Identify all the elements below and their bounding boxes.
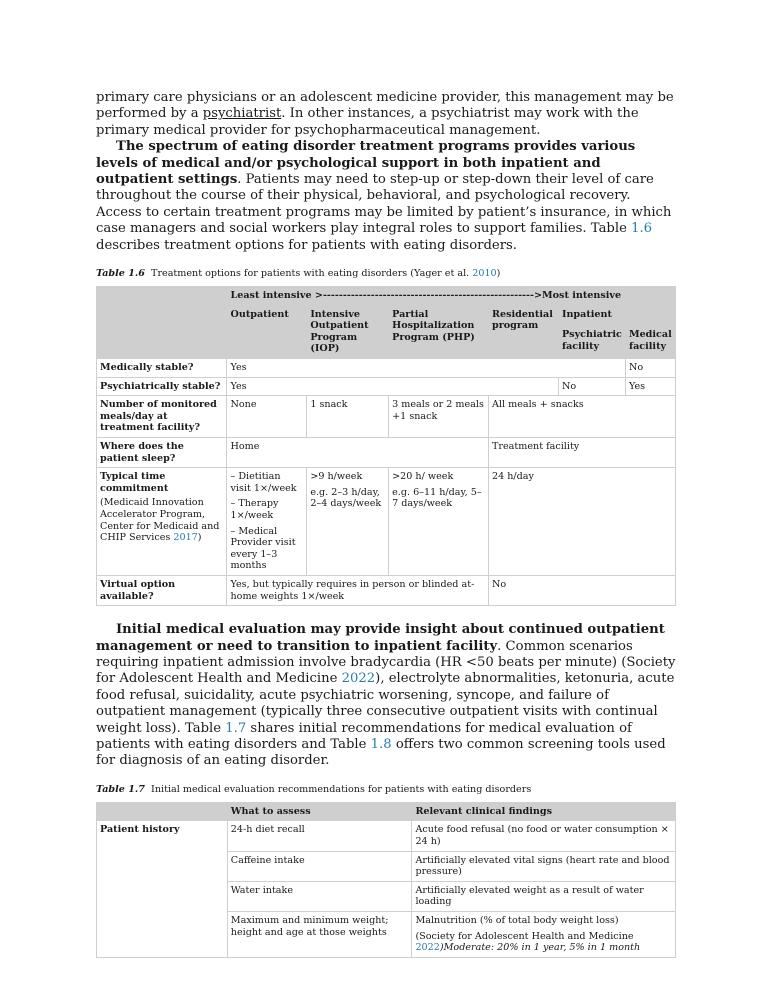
row-label: Virtual option available? bbox=[97, 575, 227, 605]
table-caption bbox=[96, 268, 678, 280]
table-row bbox=[97, 468, 676, 576]
table-row bbox=[97, 575, 676, 605]
table-cell: Treatment facility bbox=[489, 438, 676, 468]
source-end: ) bbox=[197, 532, 202, 544]
table-cell: Water intake bbox=[227, 881, 412, 911]
corner-cell bbox=[97, 287, 227, 359]
table-cell bbox=[307, 468, 389, 576]
table-cell: 1 snack bbox=[307, 396, 389, 438]
cell-line: Malnutrition (% of total body weight loss) bbox=[415, 914, 619, 926]
header-assess: What to assess bbox=[227, 802, 412, 821]
table-caption-text: Treatment options for patients with eating disorders (Yager et al. bbox=[151, 268, 473, 280]
row-label: Number of monitored meals/day at treatment facility? bbox=[97, 396, 227, 438]
table-row bbox=[97, 377, 676, 396]
table-cell: No bbox=[489, 575, 676, 605]
medical-evaluation-table bbox=[96, 802, 676, 958]
spectrum-text-end: describes treatment options for patients with eating disorders. bbox=[96, 237, 517, 253]
psychiatrist-link[interactable]: psychiatrist bbox=[202, 106, 282, 122]
cell-line: e.g. 6–11 h/day, 5–7 days/week bbox=[392, 486, 482, 510]
table-header-row bbox=[97, 802, 676, 821]
header-inpatient: Inpatient bbox=[558, 305, 675, 325]
header-findings: Relevant clinical findings bbox=[412, 802, 676, 821]
table-cell: None bbox=[227, 396, 307, 438]
cell-line: e.g. 2–3 h/day, 2–4 days/week bbox=[310, 486, 382, 510]
row-label bbox=[97, 468, 227, 576]
table-cell: Yes, but typically requires in person or blinded at-home weights 1×/week bbox=[227, 575, 489, 605]
intro-text: primary care physicians or an adolescent medicine provider, this management may be performed by a bbox=[96, 90, 674, 122]
header-medical: Medical facility bbox=[625, 326, 675, 359]
evaluation-paragraph bbox=[96, 622, 678, 770]
table-header-row bbox=[97, 287, 676, 306]
table-cell bbox=[412, 911, 676, 957]
table-cell: Acute food refusal (no food or water consumption × 24 h) bbox=[412, 821, 676, 851]
spectrum-text: . Patients may need to step-up or step-down their level of care throughout the course of their physical, behavioral, and psychological recovery. Access to certain treatment programs may be limited by patient’s insurance, in which case managers and social workers play integral roles to support families. Table bbox=[96, 172, 672, 237]
citation-link[interactable]: 2022 bbox=[415, 942, 440, 954]
page-content bbox=[96, 90, 678, 958]
cell-line: – Dietitian visit 1×/week bbox=[230, 471, 297, 494]
header-psychiatric: Psychiatric facility bbox=[558, 326, 625, 359]
source-text: (Society for Adolescent Health and Medicine bbox=[415, 930, 634, 942]
evaluation-text-end: offers two common screening tools used for diagnosis of an eating disorder. bbox=[96, 736, 666, 769]
table-caption bbox=[96, 784, 678, 796]
header-outpatient: Outpatient bbox=[227, 305, 307, 358]
table-ref-link[interactable]: 1.6 bbox=[631, 221, 653, 237]
intro-paragraph bbox=[96, 90, 678, 139]
cell-line: >9 h/week bbox=[310, 471, 363, 483]
intro-text-end: . In other instances, a psychiatrist may work with the primary medical provider for psychopharmaceutical management. bbox=[96, 106, 639, 138]
table-cell: 24 h/day bbox=[489, 468, 676, 576]
caption-end: ) bbox=[496, 268, 501, 280]
table-cell: Yes bbox=[227, 377, 558, 396]
table-cell: Yes bbox=[227, 359, 625, 378]
table-cell: Artificially elevated vital signs (heart rate and blood pressure) bbox=[412, 851, 676, 881]
row-group-label: Patient history bbox=[97, 821, 228, 957]
evaluation-text: ), electrolyte abnormalities, ketonuria, acute food refusal, suicidality, acute psychiatric worsening, syncope, and failure of outpatient management (typically three consecutive outpatient visits with continual weight loss). Table bbox=[96, 671, 675, 736]
table-cell: 3 meals or 2 meals +1 snack bbox=[389, 396, 489, 438]
header-php: Partial Hospitalization Program (PHP) bbox=[389, 305, 489, 358]
evaluation-lead: Initial medical evaluation may provide insight about continued outpatient management or need to transition to inpatient facility bbox=[96, 622, 665, 654]
table-cell: Yes bbox=[625, 377, 675, 396]
row-label: Psychiatrically stable? bbox=[97, 377, 227, 396]
source-end: )Moderate: 20% in 1 year, 5% in 1 month bbox=[439, 942, 641, 954]
table-row bbox=[97, 438, 676, 468]
row-label: Where does the patient sleep? bbox=[97, 438, 227, 468]
table-row bbox=[97, 396, 676, 438]
citation-link[interactable]: 2017 bbox=[173, 532, 198, 544]
source-text: (Medicaid Innovation Accelerator Program, Center for Medicaid and CHIP Services bbox=[100, 497, 220, 544]
cell-line bbox=[415, 931, 672, 954]
cell-line: – Medical Provider visit every 1–3 months bbox=[230, 525, 296, 572]
row-source bbox=[100, 497, 223, 543]
corner-cell bbox=[97, 802, 228, 821]
treatment-options-table bbox=[96, 286, 676, 606]
table-cell: Home bbox=[227, 438, 489, 468]
header-iop: Intensive Outpatient Program (IOP) bbox=[307, 305, 389, 358]
spectrum-paragraph bbox=[96, 139, 678, 254]
table-cell: No bbox=[558, 377, 625, 396]
table-number: Table 1.7 bbox=[96, 783, 145, 795]
evaluation-text: shares initial recommendations for medical evaluation of patients with eating disorders and Table bbox=[96, 720, 632, 752]
spectrum-lead: The spectrum of eating disorder treatment programs provides various levels of medical and/or psychological support in both inpatient and outpatient settings bbox=[96, 139, 636, 188]
table-row bbox=[97, 821, 676, 851]
citation-link[interactable]: 2022 bbox=[341, 671, 376, 687]
table-cell: All meals + snacks bbox=[489, 396, 676, 438]
table-caption-text: Initial medical evaluation recommendations for patients with eating disorders bbox=[151, 783, 532, 795]
table-cell bbox=[227, 468, 307, 576]
cell-line: – Therapy 1×/week bbox=[230, 498, 279, 521]
table-cell: Maximum and minimum weight; height and age at those weights bbox=[227, 911, 412, 957]
table-cell: Artificially elevated weight as a result of water loading bbox=[412, 881, 676, 911]
table-ref-link[interactable]: 1.8 bbox=[370, 736, 392, 752]
table-cell: 24-h diet recall bbox=[227, 821, 412, 851]
cell-line: >20 h/ week bbox=[392, 471, 454, 483]
table-number: Table 1.6 bbox=[96, 268, 145, 280]
table-cell bbox=[389, 468, 489, 576]
table-ref-link[interactable]: 1.7 bbox=[225, 720, 247, 736]
table-row bbox=[97, 359, 676, 378]
row-label-text: Typical time commitment bbox=[100, 471, 169, 494]
header-residential: Residential program bbox=[489, 305, 559, 358]
table-cell: Caffeine intake bbox=[227, 851, 412, 881]
row-label: Medically stable? bbox=[97, 359, 227, 378]
table-cell: No bbox=[625, 359, 675, 378]
citation-link[interactable]: 2010 bbox=[472, 268, 497, 280]
evaluation-text: . Common scenarios requiring inpatient admission involve bradycardia (HR <50 beats per minute) (Society for Adolescent Health and Medicine bbox=[96, 638, 676, 687]
intensity-header: Least intensive >----------------------------------------------------->Most intensive bbox=[227, 287, 676, 306]
